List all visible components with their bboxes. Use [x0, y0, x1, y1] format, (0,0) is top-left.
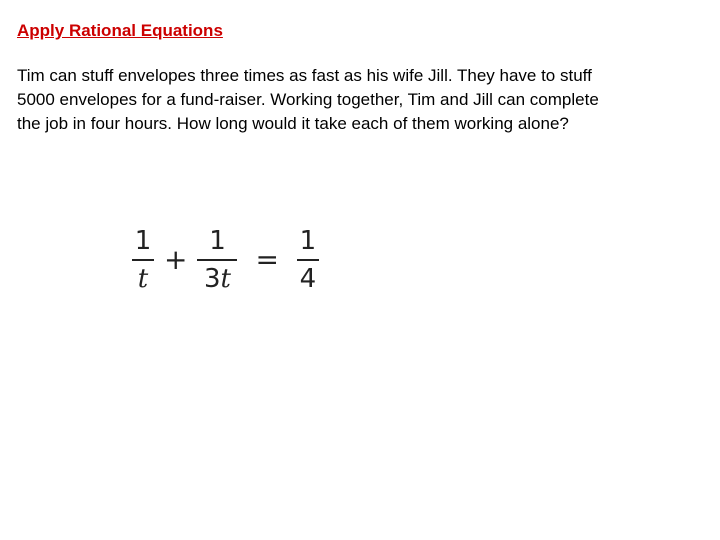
- fraction-one-over-4: [293, 225, 323, 295]
- fraction-denominator: 4: [299, 264, 317, 294]
- equals-sign: =: [255, 243, 279, 276]
- fraction-bar: [197, 259, 237, 261]
- fraction-numerator: 1: [209, 226, 226, 256]
- fraction-numerator: 1: [299, 226, 317, 256]
- fraction-one-over-t: [128, 225, 158, 295]
- rational-equation: [128, 218, 323, 302]
- fraction-bar: [297, 259, 319, 261]
- problem-line: the job in four hours. How long would it take each of them working alone?: [17, 114, 569, 133]
- variable-t: t: [137, 264, 149, 294]
- problem-line: Tim can stuff envelopes three times as fast as his wife Jill. They have to stuff: [17, 66, 592, 85]
- fraction-denominator: [138, 263, 148, 295]
- problem-line: 5000 envelopes for a fund-raiser. Working together, Tim and Jill can complete: [17, 90, 599, 109]
- variable-t: t: [220, 264, 231, 294]
- coefficient-3: 3: [203, 264, 221, 294]
- slide-title: Apply Rational Equations: [17, 21, 223, 40]
- plus-sign: +: [164, 243, 188, 276]
- problem-text: [17, 64, 707, 136]
- fraction-bar: [132, 259, 154, 261]
- fraction-one-over-3t: [193, 225, 241, 295]
- fraction-denominator: [204, 263, 231, 295]
- fraction-numerator: 1: [134, 226, 152, 256]
